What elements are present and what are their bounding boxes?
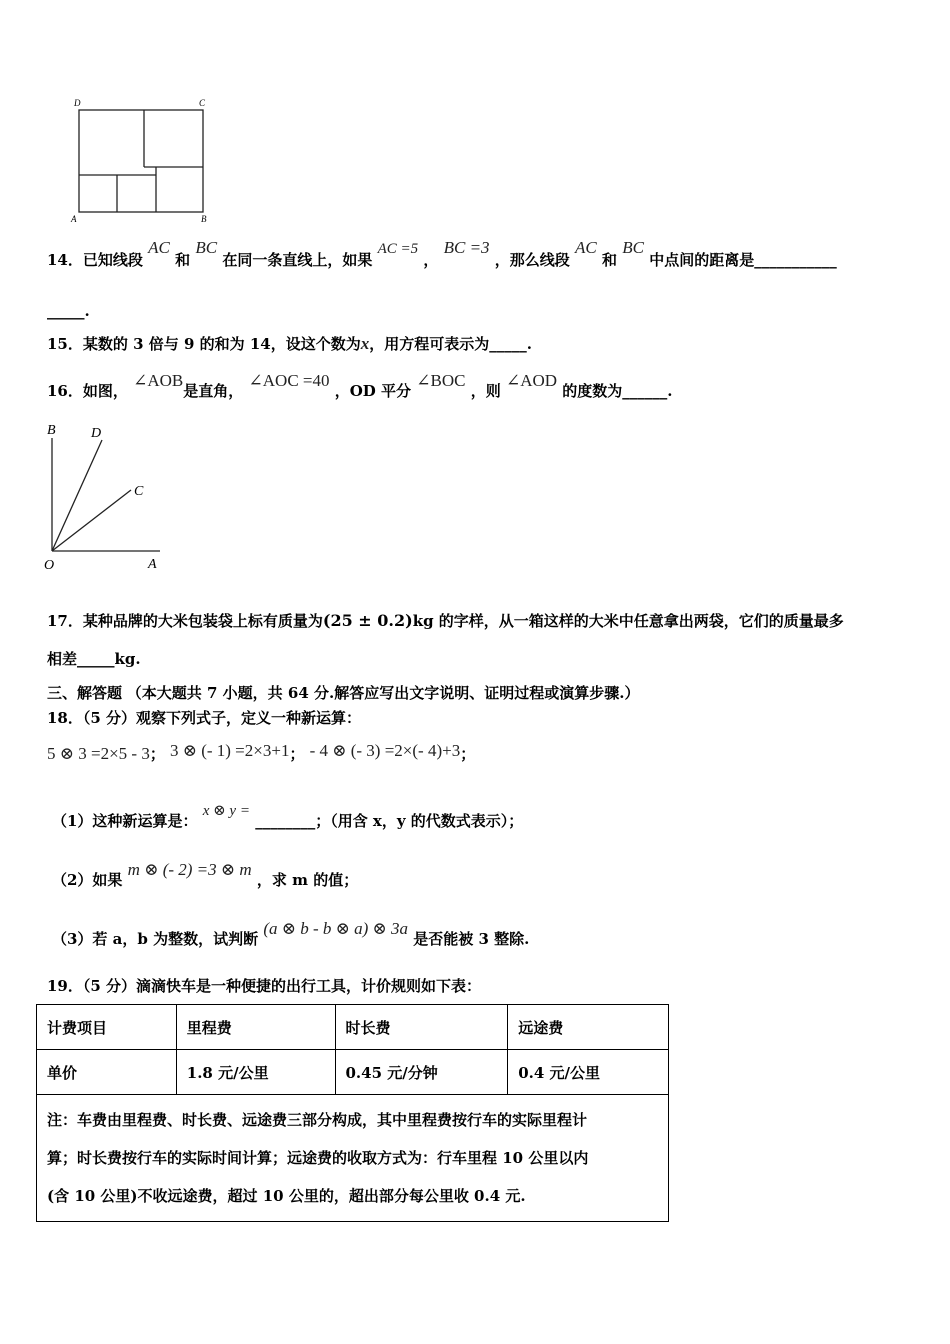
q18-number: 18． [47, 709, 83, 727]
q14-text: 和 [602, 251, 618, 269]
question-19 [47, 975, 481, 996]
q14-text: 已知线段 [82, 251, 143, 269]
math-angle-aoc: ∠AOC =40 [248, 371, 330, 390]
q15-number: 15． [47, 335, 83, 353]
q15-text: 某数的 3 倍与 9 的和为 14，设这个数为 [82, 335, 361, 353]
part-1-text: ________；（用含 x，y 的代数式表示）； [255, 812, 524, 830]
q14-text: 在同一条直线上，如果 [222, 251, 373, 269]
math-bc-eq: BC =3 [443, 238, 490, 257]
label-D: D [74, 98, 81, 108]
q16-number: 16． [47, 382, 83, 400]
q14-answer-blank: _____. [47, 302, 90, 320]
math-bc: BC [195, 238, 218, 257]
rectangle-figure [68, 96, 218, 228]
table-cell: 单价 [37, 1050, 177, 1095]
table-note-row [37, 1095, 669, 1222]
note-line: (含 10 公里)不收远途费，超过 10 公里的，超出部分每公里收 0.4 元. [47, 1187, 526, 1205]
q16-text: 如图， [82, 382, 128, 400]
math-x-op-y: x ⊗ y = [202, 803, 250, 819]
example-2: 3 ⊗ (- 1) =2×3+1 [169, 741, 290, 760]
section-title: 三、解答题 [47, 684, 123, 702]
mass-range: (25 ± 0.2) [322, 611, 413, 630]
label-A: A [71, 214, 77, 224]
part-2-text: （2）如果 [52, 871, 123, 889]
part-3-text: （3）若 a，b 为整数，试判断 [52, 930, 259, 948]
q17-text: kg 的字样，从一箱这样的大米中任意拿出两袋，它们的质量最多 [412, 612, 844, 630]
table-header-cell: 时长费 [335, 1005, 508, 1050]
note-line: 注：车费由里程费、时长费、远途费三部分构成，其中里程费按行车的实际里程计 [47, 1111, 588, 1129]
q16-text: 是直角， [183, 382, 244, 400]
table-header-cell: 计费项目 [37, 1005, 177, 1050]
note-line: 算；时长费按行车的实际时间计算；远途费的收取方式为：行车里程 10 公里以内 [47, 1149, 589, 1167]
math-angle-aob: ∠AOB [133, 371, 184, 390]
math-ac: AC [575, 238, 597, 257]
var-x: x [360, 334, 370, 353]
table-row [37, 1050, 669, 1095]
table-cell: 1.8 元/公里 [176, 1050, 335, 1095]
q18-part-1 [52, 803, 524, 831]
table-header-cell: 里程费 [176, 1005, 335, 1050]
question-17 [47, 610, 844, 631]
q16-text: ，则 [470, 382, 501, 400]
table-cell: 0.4 元/公里 [508, 1050, 669, 1095]
q14-text: ， [423, 251, 439, 269]
example-3: - 4 ⊗ (- 3) =2×(- 4)+3 [309, 741, 461, 760]
math-bc: BC [622, 238, 644, 257]
label-C: C [199, 98, 206, 108]
fee-table [36, 1004, 669, 1222]
angle-figure [40, 418, 170, 576]
q18-part-2 [52, 860, 359, 890]
q16-text: ，OD 平分 [334, 382, 412, 400]
outer-rectangle [79, 110, 203, 212]
q14-number: 14． [47, 251, 83, 269]
q17-line2: 相差_____kg. [47, 650, 141, 668]
label-A: A [148, 557, 157, 572]
example-1: 5 ⊗ 3 =2×5 - 3 [47, 744, 150, 763]
ray-oc [52, 490, 131, 551]
q14-text: 中点间的距离是___________ [649, 251, 837, 269]
section-heading [47, 682, 639, 703]
math-ac: AC [148, 238, 170, 257]
label-C: C [134, 484, 144, 499]
question-16 [47, 371, 673, 401]
q19-number: 19． [47, 977, 83, 995]
question-14 [47, 238, 837, 270]
q18-part-3 [52, 919, 530, 949]
label-B: B [201, 214, 207, 224]
math-angle-aod: ∠AOD [505, 371, 558, 390]
q18-text: （5 分）观察下列式子，定义一种新运算： [82, 709, 362, 727]
table-note-cell [37, 1095, 669, 1222]
ray-od [52, 440, 102, 551]
part-2-text: ，求 m 的值； [256, 871, 359, 889]
label-B: B [47, 423, 56, 438]
separator: ； [460, 745, 476, 763]
q17-text: 某种品牌的大米包装袋上标有质量为 [82, 612, 323, 630]
table-cell: 0.45 元/分钟 [335, 1050, 508, 1095]
math-angle-boc: ∠BOC [416, 371, 466, 390]
q18-examples [47, 743, 475, 764]
part-3-text: 是否能被 3 整除. [413, 930, 530, 948]
question-18 [47, 707, 361, 728]
table-header-cell: 远途费 [508, 1005, 669, 1050]
label-O: O [44, 558, 55, 573]
part-1-text: （1）这种新运算是： [52, 812, 198, 830]
table-header-row [37, 1005, 669, 1050]
question-15 [47, 333, 532, 354]
separator: ； [289, 745, 305, 763]
math-ac-eq: AC =5 [377, 241, 419, 257]
label-D: D [91, 426, 102, 441]
math-m-equation: m ⊗ (- 2) =3 ⊗ m [127, 860, 252, 879]
q15-text: ，用方程可表示为_____. [369, 335, 532, 353]
q14-text: 和 [175, 251, 191, 269]
q19-text: （5 分）滴滴快车是一种便捷的出行工具，计价规则如下表： [82, 977, 482, 995]
q16-text: 的度数为______. [562, 382, 673, 400]
math-ab-expression: (a ⊗ b - b ⊗ a) ⊗ 3a [263, 919, 409, 938]
q17-number: 17． [47, 612, 83, 630]
section-description: （本大题共 7 小题，共 64 分.解答应写出文字说明、证明过程或演算步骤.） [126, 684, 640, 702]
q14-text: ，那么线段 [494, 251, 570, 269]
separator: ； [149, 745, 165, 763]
